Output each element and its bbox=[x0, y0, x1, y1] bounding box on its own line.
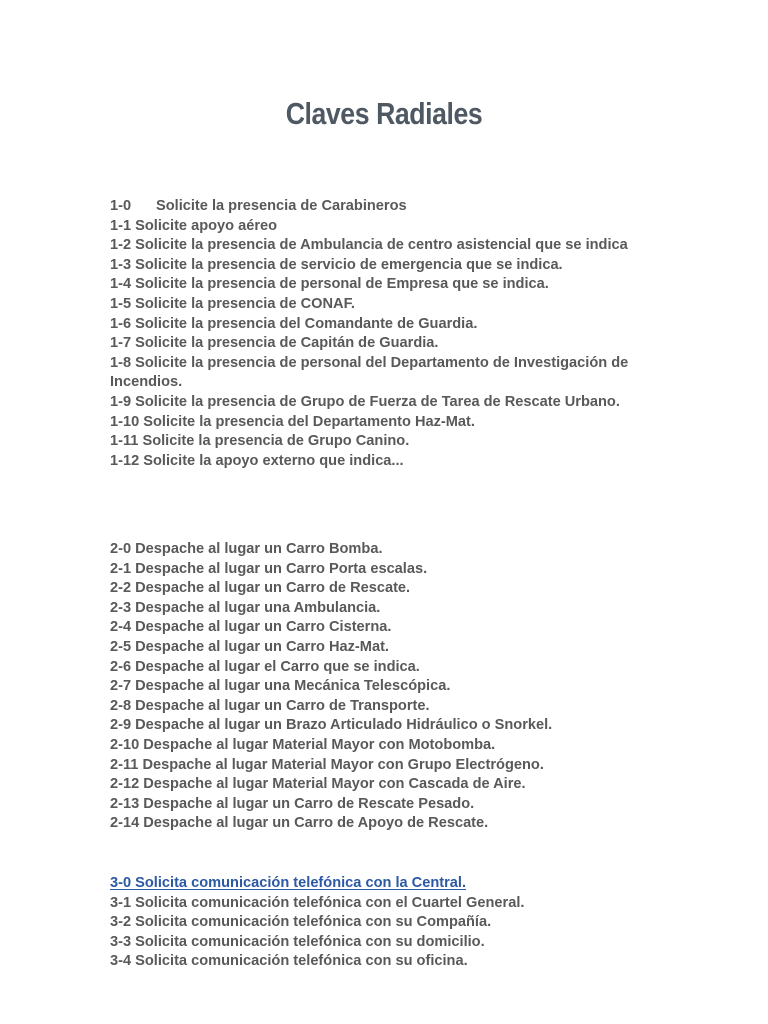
code-item: 2-1 Despache al lugar un Carro Porta escalas. bbox=[110, 560, 428, 577]
code-item: 3-1 Solicita comunicación telefónica con el Cuartel General. bbox=[110, 894, 525, 911]
code-item: 1-7 Solicite la presencia de Capitán de Guardia. bbox=[110, 335, 439, 352]
page-title: Claves Radiales bbox=[285, 96, 483, 131]
code-item: 1-11 Solicite la presencia de Grupo Canino. bbox=[110, 433, 410, 450]
code-item: 2-2 Despache al lugar un Carro de Rescate. bbox=[110, 580, 411, 597]
code-item: 2-13 Despache al lugar un Carro de Rescate Pesado. bbox=[110, 795, 475, 812]
code-item: 1-12 Solicite la apoyo externo que indica... bbox=[110, 452, 404, 469]
code-item: 1-5 Solicite la presencia de CONAF. bbox=[110, 295, 355, 312]
code-item: 1-9 Solicite la presencia de Grupo de Fuerza de Tarea de Rescate Urbano. bbox=[110, 393, 620, 410]
code-item: 2-9 Despache al lugar un Brazo Articulado Hidráulico o Snorkel. bbox=[110, 717, 553, 734]
code-item-link[interactable]: 3-0 Solicita comunicación telefónica con la Central. bbox=[110, 875, 467, 891]
codes-section-2 bbox=[110, 540, 670, 834]
code-item: 3-3 Solicita comunicación telefónica con su domicilio. bbox=[110, 933, 485, 950]
code-item: 2-3 Despache al lugar una Ambulancia. bbox=[110, 599, 381, 616]
code-item: 1-10 Solicite la presencia del Departamento Haz-Mat. bbox=[110, 413, 475, 430]
code-item: 1-6 Solicite la presencia del Comandante de Guardia. bbox=[110, 315, 478, 332]
code-item: 2-11 Despache al lugar Material Mayor con Grupo Electrógeno. bbox=[110, 756, 544, 773]
code-item: 2-7 Despache al lugar una Mecánica Telescópica. bbox=[110, 678, 451, 695]
code-item: 2-14 Despache al lugar un Carro de Apoyo de Rescate. bbox=[110, 815, 489, 832]
code-description: Solicite la presencia de Carabineros bbox=[156, 198, 407, 214]
code-item: 2-12 Despache al lugar Material Mayor con Cascada de Aire. bbox=[110, 776, 526, 793]
code-item: 2-4 Despache al lugar un Carro Cisterna. bbox=[110, 619, 392, 636]
code-item: 3-2 Solicita comunicación telefónica con su Compañía. bbox=[110, 914, 492, 931]
code-item-1-0 bbox=[110, 197, 670, 217]
code-item: 1-4 Solicite la presencia de personal de Empresa que se indica. bbox=[110, 276, 549, 293]
code-item: 2-5 Despache al lugar un Carro Haz-Mat. bbox=[110, 638, 389, 655]
code-item: 1-3 Solicite la presencia de servicio de emergencia que se indica. bbox=[110, 256, 563, 273]
code-item: 1-8 Solicite la presencia de personal del Departamento de Investigación de Incendios. bbox=[110, 354, 629, 391]
code-item: 2-8 Despache al lugar un Carro de Transporte. bbox=[110, 697, 430, 714]
code-item: 1-1 Solicite apoyo aéreo bbox=[110, 217, 278, 234]
code-number: 1-0 bbox=[110, 198, 132, 214]
code-item: 2-6 Despache al lugar el Carro que se indica. bbox=[110, 658, 420, 675]
code-item: 2-10 Despache al lugar Material Mayor con Motobomba. bbox=[110, 736, 496, 753]
code-item: 3-4 Solicita comunicación telefónica con su oficina. bbox=[110, 953, 468, 970]
code-item: 1-2 Solicite la presencia de Ambulancia de centro asistencial que se indica bbox=[110, 237, 628, 254]
codes-section-3 bbox=[110, 874, 670, 972]
codes-section-1 bbox=[110, 197, 670, 471]
code-item: 2-0 Despache al lugar un Carro Bomba. bbox=[110, 541, 383, 557]
